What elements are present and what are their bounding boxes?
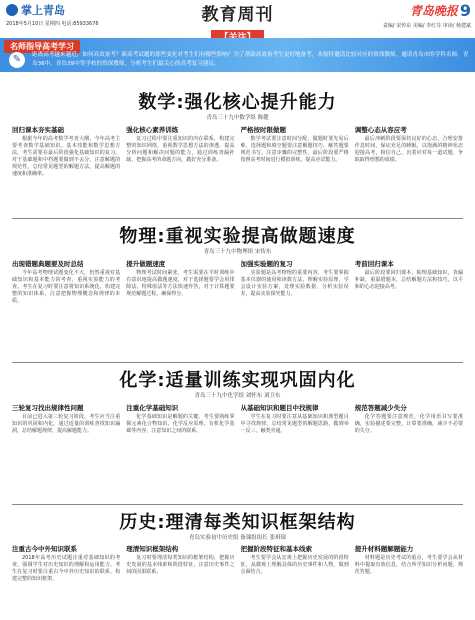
history-sub-2: 理清知识框架结构 bbox=[126, 545, 179, 553]
physics-sub-1: 出现错题典题要及时总结 bbox=[12, 260, 84, 268]
physics-sub-4: 考前回归课本 bbox=[354, 260, 394, 268]
physics-col-2 bbox=[126, 258, 234, 358]
history-text-2: 复习时要理清每类知识的框架结构，把握历史发展的基本线索和阶段特征，注意历史事件之间的因果联系。 bbox=[126, 555, 235, 575]
math-sub-1: 回归课本夯实基础 bbox=[12, 126, 64, 134]
chemistry-text-4: 化学答题要注意规范，化学用语书写要准确，实验描述要完整，计算要准确，减少不必要的失分。 bbox=[354, 414, 463, 434]
chemistry-sub-3: 从基础知识和题目中找规律 bbox=[240, 404, 319, 412]
history-sub-4: 提升材料题解题能力 bbox=[354, 545, 414, 553]
math-title: 数学:强化核心提升能力 bbox=[138, 92, 337, 113]
history-byline: 青岛实验初中历史组 备课组组长 张琪琛 bbox=[189, 535, 286, 541]
math-col-4 bbox=[355, 124, 463, 214]
chemistry-col-1 bbox=[12, 402, 120, 502]
banner-text: 距离高考越来越近，如何高效备考？新高考试题的那些变化对考生们有哪些影响？为了帮助高效备考生更好地备考，本报特邀请比较对应的资深教师，邀请青岛市的学科名师，青岛36中、青岛39中等学校的资深教师，分析考生们最关心的高考复习建议。 bbox=[32, 52, 469, 67]
math-text-4: 最后冲刺阶段要保持良好的心态，合理安排作息时间，保证充足的睡眠，以饱满的精神状态迎接高考，相信自己，沉着应对每一道试题，争取取得理想的成绩。 bbox=[354, 136, 463, 163]
math-text-2: 复习过程中要注重知识的内在联系，构建完整的知识网络，重视数学思想方法的渗透，提高分析问题和解决问题的能力，通过训练查漏补缺，把握高考的命题方向，做好充分准备。 bbox=[126, 136, 235, 163]
date-line: 2018年5月10日 星期四 电话:85933676 bbox=[6, 21, 99, 27]
math-sub-4: 调整心态从容应考 bbox=[354, 126, 407, 134]
physics-col-1 bbox=[12, 258, 120, 358]
page-number: 9 bbox=[459, 1, 471, 20]
physics-col-3 bbox=[241, 258, 349, 358]
masthead-right bbox=[341, 1, 471, 29]
math-col-3 bbox=[241, 124, 349, 214]
logo-text: 掌上青岛 bbox=[21, 4, 65, 17]
logo-icon bbox=[6, 4, 18, 16]
pen-icon: ✎ bbox=[9, 52, 25, 68]
divider bbox=[12, 504, 463, 505]
chemistry-col-2 bbox=[126, 402, 234, 502]
math-col-2 bbox=[126, 124, 234, 214]
chemistry-text-3: 学生在复习时要注意从基础知识和典型题目中寻找规律，总结常见题型的解题思路，做到举一反三，触类旁通。 bbox=[240, 414, 349, 434]
history-columns bbox=[12, 543, 463, 615]
math-col-1 bbox=[12, 124, 120, 214]
physics-title: 物理:重视实验提高做题速度 bbox=[119, 226, 356, 247]
history-text-4: 材料题是历史考试的重点，考生要学会从材料中提取有效信息，结合所学知识分析问题，规范答题。 bbox=[354, 555, 463, 575]
editors-line: 责编/ 宋传东 美编/ 李红芬 审读/ 杨建斌 bbox=[382, 23, 471, 29]
chemistry-sub-1: 三轮复习找出规律性问题 bbox=[12, 404, 84, 412]
page-title: 教育周刊 bbox=[201, 5, 274, 25]
math-columns bbox=[12, 124, 463, 214]
physics-byline: 青岛三十九中物理组 宋传东 bbox=[203, 249, 272, 255]
physics-columns bbox=[12, 258, 463, 358]
brand-row bbox=[341, 1, 471, 20]
history-col-2 bbox=[126, 543, 234, 615]
history-col-3 bbox=[241, 543, 349, 615]
history-text-1: 2018年高考历史试题注重对基础知识的考查，强调学生对历史知识的理解和运用能力。考生在复习时要注重古今中外历史知识的联系，构建完整的知识框架。 bbox=[12, 555, 121, 582]
divider bbox=[12, 362, 463, 363]
banner-heading: 名师指导高考学习 bbox=[4, 40, 80, 53]
physics-text-2: 物理考试时间紧张，考生需要在平时训练中有意识地提高做题速度，对于选择题要学会用排除法、特殊值法等方法快速作答，对于计算题要规范解题过程，确保得分。 bbox=[126, 270, 235, 297]
physics-sub-2: 提升做题速度 bbox=[126, 260, 166, 268]
history-sub-3: 把握阶段特征和基本线索 bbox=[240, 545, 312, 553]
chemistry-col-3 bbox=[241, 402, 349, 502]
math-byline: 青岛三十九中数学组 陈健 bbox=[206, 115, 269, 121]
chemistry-text-1: 目前已进入第三轮复习阶段，考生应当注重知识的巩固和内化，通过适量的训练查找知识漏洞，总结解题规律，提高解题能力。 bbox=[12, 414, 121, 434]
math-text-1: 根据今年的高考数学考查大纲，今年高考主要考查数学基础知识、基本技能和数学思想方法，考生需要在最后阶段强化基础知识的复习。对于基础题和中档题要做到不丢分，注意解题的规范性，总结常见题型的解题方法，提高解题的速度和准确率。 bbox=[12, 136, 121, 177]
history-text-3: 考生要学会从宏观上把握历史发展的阶段特征，从微观上理解具体的历史事件和人物，做到点面结合。 bbox=[240, 555, 349, 575]
history-title: 历史:理清每类知识框架结构 bbox=[119, 512, 356, 533]
physics-text-3: 实验题是高考物理的重要内容，考生要掌握基本仪器的使用和读数方法，理解实验原理，学会设计实验方案，处理实验数据，分析实验误差，提高实验探究能力。 bbox=[240, 270, 349, 297]
math-sub-3: 严格按时限做题 bbox=[240, 126, 286, 134]
history-sub-1: 注重古今中外知识联系 bbox=[12, 545, 77, 553]
brand-name: 青岛晚报 bbox=[409, 4, 458, 18]
math-text-3: 数学考试要注意时间分配，做题时要先易后难，选择题和填空题要注意解题技巧，解答题要规范书写，注意步骤的完整性，最后阶段要严格按照高考时间进行模拟训练，提高应试能力。 bbox=[240, 136, 349, 163]
chemistry-text-2: 化学基础知识是解题的关键，考生要熟练掌握元素化合物知识、化学反应原理、有机化学基础等内容，注意知识之间的联系。 bbox=[126, 414, 235, 434]
chemistry-byline: 青岛三十九中化学组 刘怀东 刘卫东 bbox=[194, 393, 281, 399]
divider bbox=[12, 218, 463, 219]
chemistry-sub-4: 规范答题减少失分 bbox=[354, 404, 407, 412]
chemistry-sub-2: 注重化学基础知识 bbox=[126, 404, 179, 412]
logo-row bbox=[6, 2, 126, 18]
history-col-1 bbox=[12, 543, 120, 615]
physics-text-1: 今年高考物理试题变化不大，仍然重视对基础知识和基本能力的考查，重视实验能力的考查。考生在复习时要注意将知识系统化，构建完整的知识体系，注意把握物理概念和规律的本质。 bbox=[12, 270, 121, 304]
physics-text-4: 最后阶段要回归课本，梳理基础知识，查漏补缺，重温错题本，总结解题方法和技巧，以平和的心态迎接高考。 bbox=[354, 270, 463, 290]
math-sub-2: 强化核心素养训练 bbox=[126, 126, 179, 134]
chemistry-title: 化学:适量训练实现巩固内化 bbox=[119, 370, 356, 391]
chemistry-columns bbox=[12, 402, 463, 502]
physics-sub-3: 加强实验题的复习 bbox=[240, 260, 293, 268]
history-col-4 bbox=[355, 543, 463, 615]
physics-col-4 bbox=[355, 258, 463, 358]
chemistry-col-4 bbox=[355, 402, 463, 502]
masthead-left bbox=[6, 2, 126, 27]
